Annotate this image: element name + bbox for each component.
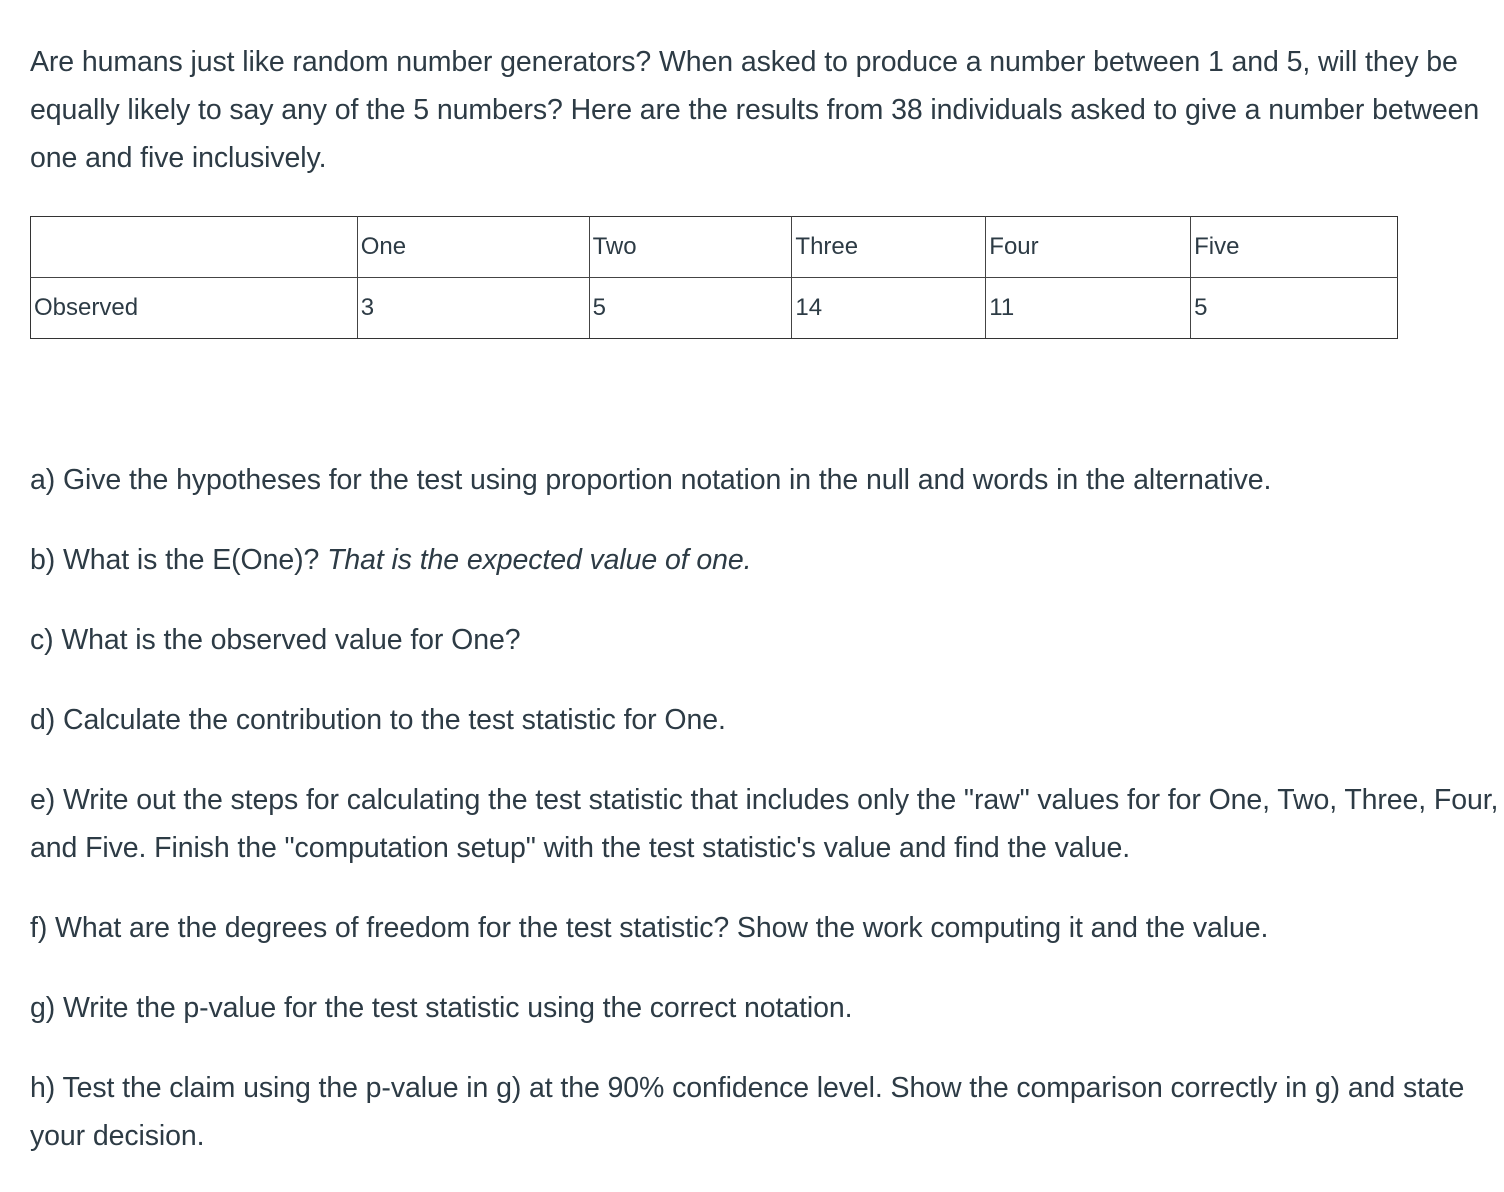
table-cell: 11 bbox=[986, 278, 1191, 339]
question-g: g) Write the p-value for the test statistic using the correct notation. bbox=[30, 992, 853, 1024]
table-cell: 5 bbox=[589, 278, 792, 339]
table-row-label: Observed bbox=[31, 278, 358, 339]
table-cell: 14 bbox=[792, 278, 986, 339]
table-cell: 3 bbox=[357, 278, 589, 339]
question-b-text: b) What is the E(One)? bbox=[30, 544, 328, 576]
question-content bbox=[30, 38, 1504, 1152]
table-row bbox=[31, 278, 1398, 339]
question-f: f) What are the degrees of freedom for the test statistic? Show the work computing it and the value. bbox=[30, 912, 1269, 944]
table-header-cell: Four bbox=[986, 217, 1191, 278]
question-h: h) Test the claim using the p-value in g) at the 90% confidence level. Show the comparison correctly in g) and state your decision. bbox=[30, 1072, 1465, 1152]
table-header-cell: Three bbox=[792, 217, 986, 278]
question-a: a) Give the hypotheses for the test using proportion notation in the null and words in the alternative. bbox=[30, 464, 1272, 496]
question-d: d) Calculate the contribution to the test statistic for One. bbox=[30, 704, 726, 736]
table-header-cell: Five bbox=[1191, 217, 1398, 278]
table-header-cell: One bbox=[357, 217, 589, 278]
observed-table bbox=[30, 216, 1398, 339]
question-b bbox=[30, 536, 1504, 584]
question-b-italic: That is the expected value of one. bbox=[327, 544, 752, 576]
intro-paragraph: Are humans just like random number generators? When asked to produce a number between 1 and 5, will they be equally likely to say any of the 5 numbers? Here are the results from 38 individuals asked to give a number between one and five inclusively. bbox=[30, 46, 1480, 174]
table-header-cell: Two bbox=[589, 217, 792, 278]
table-cell: 5 bbox=[1191, 278, 1398, 339]
table-header-cell bbox=[31, 217, 358, 278]
question-e: e) Write out the steps for calculating the test statistic that includes only the "raw" values for for One, Two, Three, Four, and Five. Finish the "computation setup" with the test statistic's value and find the value. bbox=[30, 784, 1499, 864]
question-c: c) What is the observed value for One? bbox=[30, 624, 521, 656]
table-header-row bbox=[31, 217, 1398, 278]
question-list bbox=[30, 456, 1504, 1192]
